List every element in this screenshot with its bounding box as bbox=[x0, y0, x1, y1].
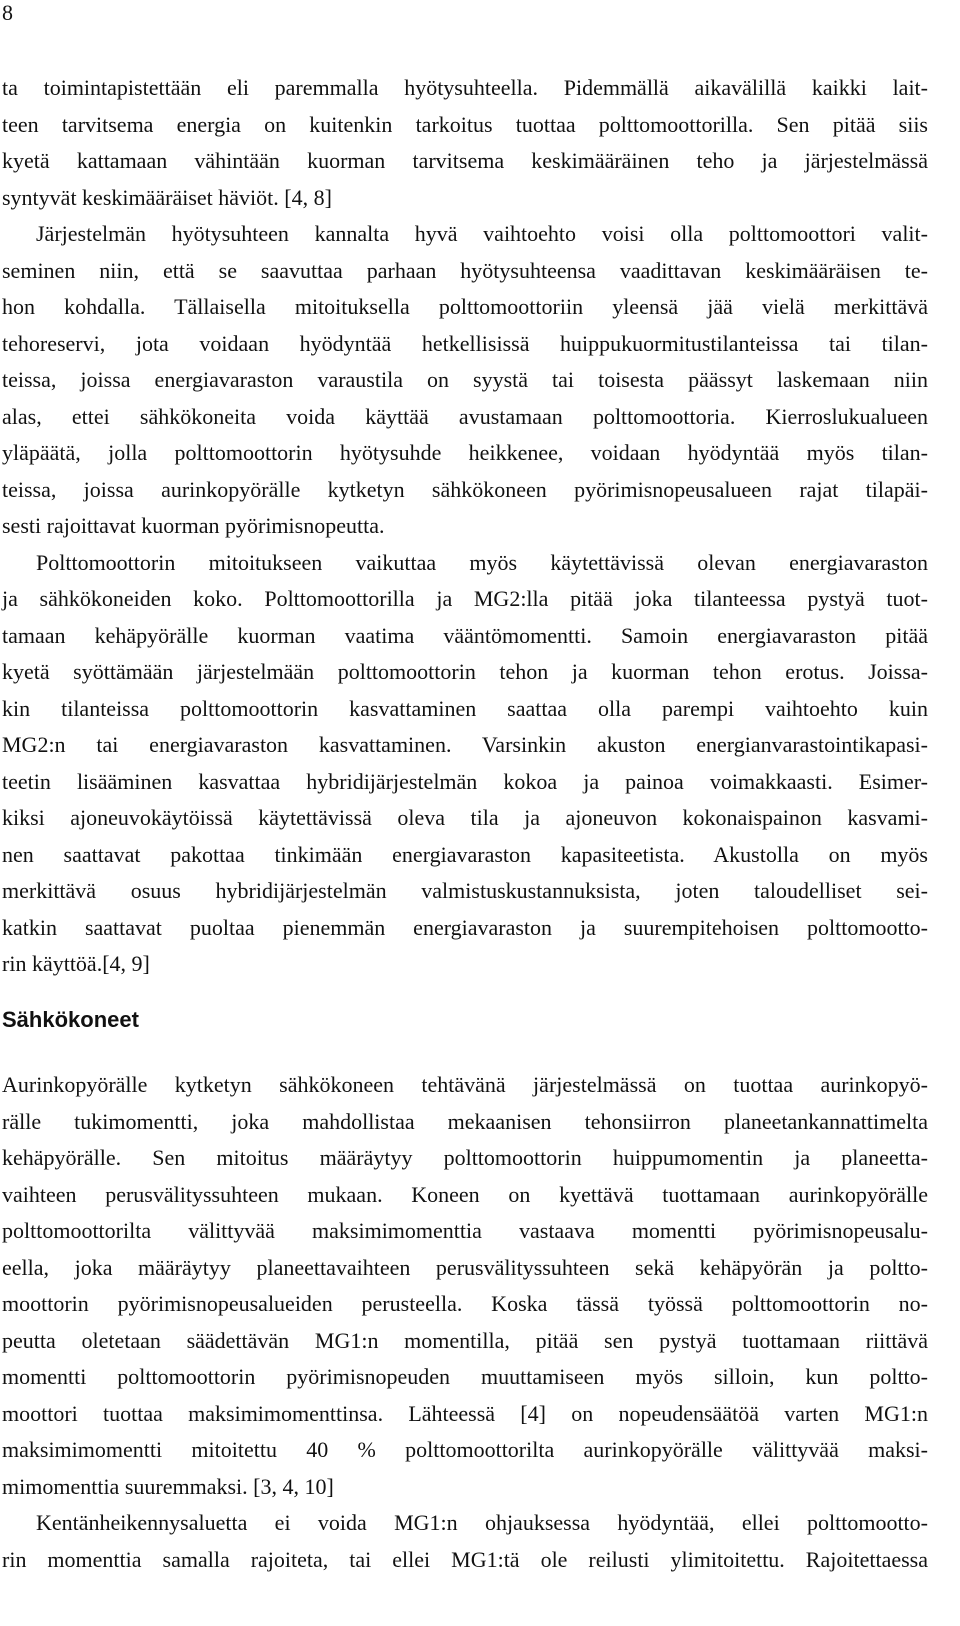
text-line: alas, ettei sähkökoneita voida käyttää avustamaan polttomoottoria. Kierroslukualueen bbox=[2, 403, 928, 429]
text-line: Aurinkopyörälle kytketyn sähkökoneen tehtävänä järjestelmässä on tuottaa aurinkopyö- bbox=[2, 1072, 928, 1097]
text-line: kiksi ajoneuvokäytöissä käytettävissä oleva tila ja ajoneuvon kokonaispainon kasvami- bbox=[2, 805, 928, 830]
section-heading: Sähkökoneet bbox=[2, 1007, 139, 1032]
text-line: seminen niin, että se saavuttaa parhaan hyötysuhteensa vaadittavan keskimääräisen te- bbox=[2, 257, 928, 283]
text-line: tamaan kehäpyörälle kuorman vaatima vääntömomentti. Samoin energiavaraston pitää bbox=[2, 622, 928, 648]
text-line: tehoreservi, jota voidaan hyödyntää hetkellisissä huippukuormitustilanteissa tai tilan- bbox=[2, 330, 928, 356]
text-line: kin tilanteissa polttomoottorin kasvattaminen saattaa olla parempi vaihtoehto kuin bbox=[2, 695, 928, 721]
text-line: yläpäätä, jolla polttomoottorin hyötysuhde heikkenee, voidaan hyödyntää myös tilan- bbox=[2, 440, 928, 465]
text-line: Polttomoottorin mitoitukseen vaikuttaa myös käytettävissä olevan energiavaraston bbox=[36, 549, 928, 575]
text-line: Järjestelmän hyötysuhteen kannalta hyvä vaihtoehto voisi olla polttomoottori valit- bbox=[36, 221, 928, 246]
page-number: 8 bbox=[2, 0, 13, 25]
text-line: MG2:n tai energiavaraston kasvattaminen. Varsinkin akuston energianvarastointikapasi- bbox=[2, 732, 928, 757]
text-line: sesti rajoittavat kuorman pyörimisnopeutta. bbox=[2, 513, 385, 538]
text-line: syntyvät keskimääräiset häviöt. [4, 8] bbox=[2, 184, 332, 210]
text-line: ja sähkökoneiden koko. Polttomoottorilla ja MG2:lla pitää joka tilanteessa pystyä tuot- bbox=[2, 586, 928, 611]
text-line: teen tarvitsema energia on kuitenkin tarkoitus tuottaa polttomoottorilla. Sen pitää siis bbox=[2, 111, 928, 137]
text-line: mimomenttia suuremmaksi. [3, 4, 10] bbox=[2, 1473, 334, 1499]
text-line: merkittävä osuus hybridijärjestelmän valmistuskustannuksista, joten taloudelliset sei- bbox=[2, 878, 928, 903]
text-line: rälle tukimomentti, joka mahdollistaa mekaanisen tehonsiirron planeetankannattimelta bbox=[2, 1108, 928, 1134]
text-line: Kentänheikennysaluetta ei voida MG1:n ohjauksessa hyödyntää, ellei polttomootto- bbox=[36, 1510, 928, 1535]
text-line: rin käyttöä.[4, 9] bbox=[2, 951, 150, 976]
text-line: nen saattavat pakottaa tinkimään energiavaraston kapasiteetista. Akustolla on myös bbox=[2, 841, 928, 867]
text-line: ta toimintapistettään eli paremmalla hyötysuhteella. Pidemmällä aikavälillä kaikki lait- bbox=[2, 75, 928, 100]
text-line: teissa, joissa energiavaraston varaustila on syystä tai toisesta päässyt laskemaan niin bbox=[2, 367, 928, 392]
body-text-section-1 bbox=[2, 70, 928, 983]
text-line: maksimimomentti mitoitettu 40 % polttomoottorilta aurinkopyörälle välittyvää maksi- bbox=[2, 1437, 928, 1462]
text-line: kyetä kattamaan vähintään kuorman tarvitsema keskimääräinen teho ja järjestelmässä bbox=[2, 148, 928, 173]
text-line: eella, joka määräytyy planeettavaihteen perusvälityssuhteen sekä kehäpyörän ja poltto- bbox=[2, 1254, 928, 1280]
text-line: vaihteen perusvälityssuhteen mukaan. Koneen on kyettävä tuottamaan aurinkopyörälle bbox=[2, 1181, 928, 1207]
text-line: moottori tuottaa maksimimomenttinsa. Lähteessä [4] on nopeudensäätöä varten MG1:n bbox=[2, 1400, 928, 1426]
text-line: peutta oletetaan säädettävän MG1:n momentilla, pitää sen pystyä tuottamaan riittävä bbox=[2, 1327, 928, 1353]
text-line: katkin saattavat puoltaa pienemmän energiavaraston ja suurempitehoisen polttomootto- bbox=[2, 914, 928, 940]
text-line: polttomoottorilta välittyvää maksimimomenttia vastaava momentti pyörimisnopeusalu- bbox=[2, 1218, 928, 1243]
text-line: moottorin pyörimisnopeusalueiden perusteella. Koska tässä työssä polttomoottorin no- bbox=[2, 1291, 928, 1316]
text-line: rin momenttia samalla rajoiteta, tai ellei MG1:tä ole reilusti ylimitoitettu. Rajoitettaessa bbox=[2, 1546, 928, 1572]
text-line: momentti polttomoottorin pyörimisnopeuden muuttamiseen myös silloin, kun poltto- bbox=[2, 1364, 928, 1389]
text-line: hon kohdalla. Tällaisella mitoituksella polttomoottoriin yleensä jää vielä merkittävä bbox=[2, 294, 928, 319]
text-line: kyetä syöttämään järjestelmään polttomoottorin tehon ja kuorman tehon erotus. Joissa- bbox=[2, 659, 928, 684]
text-line: teetin lisääminen kasvattaa hybridijärjestelmän kokoa ja painoa voimakkaasti. Esimer- bbox=[2, 768, 928, 794]
body-text-section-2 bbox=[2, 1067, 928, 1578]
text-line: teissa, joissa aurinkopyörälle kytketyn sähkökoneen pyörimisnopeusalueen rajat tilapäi- bbox=[2, 476, 928, 502]
text-line: kehäpyörälle. Sen mitoitus määräytyy polttomoottorin huippumomentin ja planeetta- bbox=[2, 1145, 928, 1170]
